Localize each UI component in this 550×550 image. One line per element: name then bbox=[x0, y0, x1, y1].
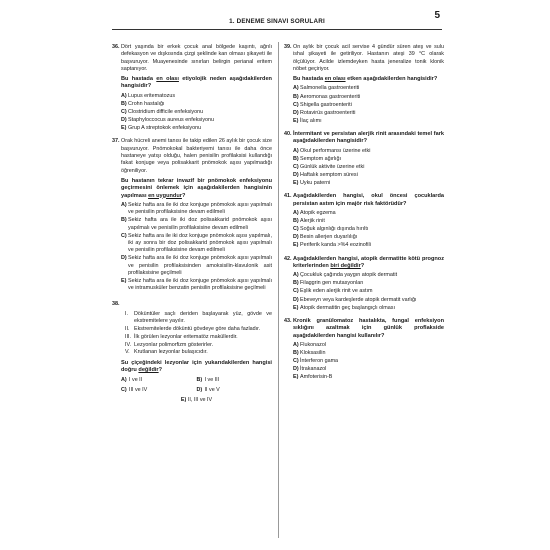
question-stem: Aşağıdakilerden hangisi, okul öncesi çocuklarda persistan astım için majör risk faktörüdür? bbox=[293, 193, 444, 207]
answer-option bbox=[293, 85, 444, 92]
roman-statement bbox=[125, 326, 272, 333]
question-number: 41. bbox=[284, 193, 292, 200]
question-36 bbox=[112, 44, 272, 132]
option-text: Atopik egzema bbox=[300, 210, 336, 217]
answer-option bbox=[121, 217, 272, 232]
option-text: Eşlik eden alerjik rinit ve astım bbox=[300, 288, 373, 295]
roman-numeral: IV. bbox=[125, 341, 132, 348]
answer-option bbox=[293, 305, 444, 312]
answer-option bbox=[121, 377, 197, 384]
option-text: İtrakanazol bbox=[300, 366, 327, 373]
question-stem: Bu hastada en olası etiyolojik neden aşağıdakilerden hangisidir? bbox=[121, 76, 272, 90]
option-letter: D) bbox=[293, 296, 299, 303]
option-text: Besin allerjen duyarlılığı bbox=[300, 234, 358, 241]
answer-options bbox=[293, 210, 444, 250]
answer-option bbox=[293, 94, 444, 101]
answer-option bbox=[121, 101, 272, 108]
roman-text: Krutlanan lezyonlar bulaşıcıdır. bbox=[134, 349, 208, 356]
option-text: Günlük aktivite üzerine etki bbox=[300, 163, 365, 170]
answer-option bbox=[293, 242, 444, 249]
answer-option bbox=[121, 255, 272, 277]
question-37 bbox=[112, 138, 272, 292]
answer-options bbox=[293, 148, 444, 188]
answer-option bbox=[197, 377, 273, 384]
answer-option bbox=[121, 125, 272, 132]
answer-option bbox=[121, 109, 272, 116]
option-text: Atopik dermatitin geç başlangıçlı olması bbox=[300, 304, 395, 311]
option-letter: E) bbox=[121, 277, 127, 284]
question-stem: Bu hastanın tekrar invazif bir pnömokok enfeksiyonu geçirmesini önlemek için aşağıdakilerden hangisinin yapılması en uygundur? bbox=[121, 177, 272, 199]
roman-text: Lezyonlar polimorfizm gösterirler. bbox=[134, 341, 214, 348]
option-letter: B) bbox=[293, 93, 299, 100]
option-text: Aeromonas gastroenteriti bbox=[300, 93, 361, 100]
question-43 bbox=[284, 318, 444, 382]
option-text: İlaç alımı bbox=[300, 117, 322, 124]
answer-options bbox=[121, 93, 272, 133]
roman-numeral: II. bbox=[125, 325, 130, 332]
option-text: Okul performansı üzerine etki bbox=[300, 147, 371, 154]
question-number: 38. bbox=[112, 300, 120, 307]
question-number: 40. bbox=[284, 131, 292, 138]
left-column bbox=[112, 44, 272, 405]
question-42 bbox=[284, 256, 444, 312]
roman-text: İlk görülen lezyonlar eritematöz maküllerdir. bbox=[134, 333, 238, 340]
option-letter: B) bbox=[293, 218, 299, 225]
question-40 bbox=[284, 131, 444, 187]
option-letter: A) bbox=[121, 92, 127, 99]
question-39 bbox=[284, 44, 444, 125]
option-text: Çocukluk çağında yaygın atopik dermatit bbox=[300, 272, 398, 279]
answer-option bbox=[121, 278, 272, 293]
answer-option bbox=[293, 148, 444, 155]
option-text: Uyku paterni bbox=[300, 180, 331, 187]
option-letter: E) bbox=[293, 180, 299, 187]
option-text: Filaggrin gen mutasyonları bbox=[300, 280, 364, 287]
question-stem: İntermitant ve persistan alerjik rinit arasındaki temel fark aşağıdakilerden hangisidir? bbox=[293, 131, 444, 145]
question-38 bbox=[112, 301, 272, 405]
option-text: Ebeveyn veya kardeşlerde atopik dermatit varlığı bbox=[300, 296, 417, 303]
header-rule bbox=[112, 29, 442, 30]
answer-option bbox=[197, 387, 273, 394]
answer-option bbox=[293, 358, 444, 365]
answer-options bbox=[121, 377, 272, 394]
option-text: Sekiz hafta ara ile iki doz polisakkarid pnömokok aşısı yapılmalı ve penisilin profilaksisine devam edilmeli bbox=[128, 217, 272, 231]
answer-option bbox=[293, 180, 444, 187]
option-letter: B) bbox=[293, 280, 299, 287]
option-letter: D) bbox=[293, 366, 299, 373]
answer-option bbox=[293, 102, 444, 109]
answer-option-e: E) II, III ve IV bbox=[180, 396, 213, 403]
option-letter: C) bbox=[293, 288, 299, 295]
answer-option bbox=[293, 226, 444, 233]
answer-option bbox=[293, 164, 444, 171]
option-letter: A) bbox=[121, 201, 127, 208]
option-letter: C) bbox=[121, 386, 127, 393]
option-letter: B) bbox=[121, 217, 127, 224]
option-letter: C) bbox=[293, 226, 299, 233]
question-stem: Su çiçeğindeki lezyonlar için yukarıdakilerden hangisi doğru değildir? bbox=[121, 359, 272, 374]
answer-options bbox=[293, 272, 444, 312]
question-number: 36. bbox=[112, 44, 120, 50]
option-text: II ve V bbox=[204, 386, 220, 393]
answer-option bbox=[293, 110, 444, 117]
option-text: III ve IV bbox=[129, 386, 148, 393]
question-stem: Aşağıdakilerden hangisi, atopik dermatitte kötü prognoz kriterlerinden biri değildir? bbox=[293, 255, 444, 269]
option-letter: C) bbox=[293, 358, 299, 365]
option-letter: B) bbox=[121, 100, 127, 107]
option-text: Amfoterisin-B bbox=[300, 374, 333, 381]
option-letter: A) bbox=[121, 377, 127, 384]
option-letter: A) bbox=[293, 85, 299, 92]
option-text: Sekiz hafta ara ile iki doz konjuge pnömokok aşısı yapılmalı ve penisilin profilaksisine devam edilmeli bbox=[128, 201, 272, 216]
roman-numeral: V. bbox=[125, 349, 130, 356]
option-text: Clostridium difficile enfeksiyonu bbox=[128, 108, 204, 115]
option-text: Crohn hastalığı bbox=[128, 100, 165, 107]
option-text: Sekiz hafta ara ile iki doz konjuge pnömokok aşısı yapılmalı ve intramusküler benzatin penisilin profilaksisine geçilmeli bbox=[128, 277, 272, 292]
option-letter: A) bbox=[293, 147, 299, 154]
option-text: Kloksasilin bbox=[300, 349, 326, 356]
answer-option bbox=[121, 387, 197, 394]
option-letter: C) bbox=[121, 108, 127, 115]
answer-option bbox=[293, 366, 444, 373]
answer-option bbox=[293, 272, 444, 279]
option-text: Sekiz hafta ara ile iki doz konjuge pnömokok aşısı yapılmalı ve penisilin profilaksisinden amoksisilin-klavulonik asit profilaksisine geçilmeli bbox=[128, 255, 272, 276]
question-number: 39. bbox=[284, 44, 292, 50]
option-text: I ve II bbox=[129, 377, 143, 384]
question-stem: Bu hastada en olası etken aşağıdakilerden hangisidir? bbox=[293, 76, 438, 83]
answer-option bbox=[293, 280, 444, 287]
option-text: I ve III bbox=[204, 377, 220, 384]
roman-numeral: I. bbox=[125, 310, 128, 317]
answer-option bbox=[121, 233, 272, 255]
option-text: Soğuk algınlığı dışında hırıltı bbox=[300, 226, 369, 233]
answer-option bbox=[293, 218, 444, 225]
option-letter: C) bbox=[121, 232, 127, 239]
option-text: Staphyloccocus aureus enfeksiyonu bbox=[128, 117, 215, 124]
roman-statements bbox=[125, 311, 272, 357]
question-number: 37. bbox=[112, 138, 120, 145]
answer-options bbox=[293, 85, 444, 125]
page-number: 5 bbox=[434, 10, 440, 21]
answer-option bbox=[121, 93, 272, 100]
option-text: Grup A streptokok enfeksiyonu bbox=[128, 125, 202, 132]
answer-option bbox=[293, 172, 444, 179]
answer-option bbox=[293, 234, 444, 241]
answer-option bbox=[293, 156, 444, 163]
option-text: Periferik kanda >%4 eozinofili bbox=[300, 242, 371, 249]
question-41 bbox=[284, 193, 444, 249]
option-text: Haftalık semptom süresi bbox=[300, 172, 358, 179]
roman-text: Döküntüler saçlı deriden başlayarak yüz, gövde ve ekstremitelere yayılır. bbox=[134, 310, 272, 324]
roman-statement bbox=[125, 342, 272, 349]
option-letter: D) bbox=[293, 234, 299, 241]
option-letter: A) bbox=[293, 341, 299, 348]
option-letter: D) bbox=[293, 172, 299, 179]
roman-text: Ekstremitelerde döküntü gövdeye göre daha fazladır. bbox=[134, 325, 261, 332]
option-letter: E) bbox=[293, 117, 299, 124]
option-letter: E) bbox=[293, 304, 299, 311]
option-text: Salmonella gastroenteriti bbox=[300, 85, 360, 92]
roman-statement bbox=[125, 334, 272, 341]
option-letter: B) bbox=[196, 377, 203, 384]
answer-option bbox=[121, 202, 272, 217]
question-stem: Kronik granülomatoz hastalıkta, fungal enfeksiyon sıklığını azaltmak için günlük proflakside aşağıdakilerden hangisi kullanılır? bbox=[293, 317, 444, 339]
answer-option bbox=[121, 117, 272, 124]
question-text: Orak hücreli anemi tanısı ile takip edilen 26 aylık bir çocuk size başvuruyor. Pnömokokal bakteriyemi tanısı ile daha önce hastaneye yatışı olduğu, halen penisilin profilaksisi kullandığı fakat konjuge veya polisakkarit pnömokok aşısı yapılmadığı öğreniliyor. bbox=[121, 138, 272, 174]
answer-option bbox=[293, 342, 444, 349]
column-divider bbox=[278, 42, 279, 538]
question-number: 43. bbox=[284, 317, 292, 324]
option-text: Shigella gastroenteriti bbox=[300, 101, 352, 108]
answer-options bbox=[293, 342, 444, 382]
answer-option bbox=[293, 350, 444, 357]
roman-numeral: III. bbox=[125, 333, 131, 340]
option-text: Semptom ağırlığı bbox=[300, 155, 342, 162]
page-header-title: 1. DENEME SINAVI SORULARI bbox=[229, 18, 325, 25]
option-text: Lupus eritematozus bbox=[128, 92, 176, 99]
option-letter: E) bbox=[121, 125, 127, 132]
option-letter: C) bbox=[293, 101, 299, 108]
answer-option bbox=[293, 210, 444, 217]
option-text: Alerjik rinit bbox=[300, 218, 325, 225]
question-number: 42. bbox=[284, 255, 292, 262]
answer-options bbox=[121, 202, 272, 293]
roman-statement bbox=[125, 349, 272, 356]
option-letter: D) bbox=[293, 109, 299, 116]
answer-option bbox=[293, 118, 444, 125]
answer-option bbox=[293, 288, 444, 295]
option-letter: E) bbox=[293, 374, 299, 381]
option-text: Rotavirüs gastroenteriti bbox=[300, 109, 356, 116]
option-letter: A) bbox=[293, 272, 299, 279]
option-letter: D) bbox=[121, 117, 127, 124]
option-letter: A) bbox=[293, 210, 299, 217]
option-text: Flukonazol bbox=[300, 341, 327, 348]
option-letter: B) bbox=[293, 155, 299, 162]
question-text: On aylık bir çocuk acil servise 4 gündür süren ateş ve sulu ishal şikayeti ile getiriliyor. Hastanın ateşi 39 °C olarak ölçülüyor. Acilde izlemdeyken hasta jeneralize tonik klonik nöbet geçiriyor. bbox=[293, 44, 444, 72]
question-text: Dört yaşında bir erkek çocuk anal bölgede kaşıntı, ağrılı defekasyon ve dışkısında çizgi şeklinde kan olması şikayeti ile başvuruyor. Muayenesinde sınırları belirgin perianal eritem saptanıyor. bbox=[121, 44, 272, 72]
answer-option bbox=[293, 374, 444, 381]
option-text: Sekiz hafta ara ile iki doz konjuge pnömokok aşısı yapılmalı, iki ay sonra bir doz polisakkarid pnömokok aşısı yapılmalı ve penisilin profilaksisine devam edilmeli bbox=[128, 232, 272, 254]
option-letter: C) bbox=[293, 163, 299, 170]
answer-option bbox=[293, 297, 444, 304]
option-letter: E) bbox=[293, 242, 299, 249]
option-letter: D) bbox=[196, 386, 203, 393]
roman-statement bbox=[125, 311, 272, 326]
right-column bbox=[284, 44, 444, 382]
option-letter: D) bbox=[121, 255, 127, 262]
option-text: İnterferon gama bbox=[300, 358, 339, 365]
option-letter: B) bbox=[293, 349, 299, 356]
